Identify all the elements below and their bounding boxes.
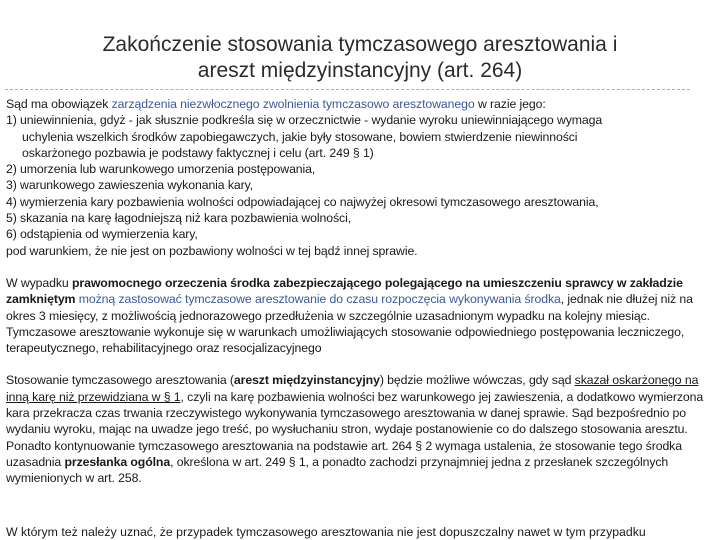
list-item: 3) warunkowego zawieszenia wykonania kary, (6, 178, 254, 193)
list-item: 4) wymierzenia kary pozbawienia wolności odpowiadającej co najwyżej okresowi tymczasowego aresztowania, (6, 194, 599, 209)
slide-title (20, 32, 700, 84)
cut-off-line (6, 525, 706, 540)
list-item-continuation: oskarżonego pozbawia je podstawy faktycznej i celu (art. 249 § 1) (22, 145, 374, 160)
slide-body (6, 96, 712, 487)
p3-text: Stosowanie tymczasowego aresztowania ( (6, 373, 234, 388)
list-item: 2) umorzenia lub warunkowego umorzenia postępowania, (6, 162, 316, 177)
list-item: 5) skazania na karę łagodniejszą niż kara pozbawienia wolności, (6, 211, 352, 226)
p2-text-end: , jednak nie dłużej niż na okres 3 miesięcy, z możliwością jednorazowego przedłużenia w szczególnie uzasadnionym wypadku na kolejny miesiąc. Tymczasowe aresztowanie wykonuje się w warunkach umożliwiających stosowanie odpowiedniego postępowania leczniczego, terapeutycznego, rehabilitacyjnego oraz resocjalizacyjnego (6, 292, 693, 356)
p2-bold: prawomocnego orzeczenia środka zabezpieczającego polegającego na umieszczeniu sprawcy w zakładzie zamkniętym (6, 275, 683, 307)
p3-text-end: , określona w art. 249 § 1, a ponadto zachodzi przynajmniej jedna z przesłanek szczególnych wymienionych w art. 258. (6, 454, 669, 486)
title-divider (5, 89, 690, 90)
intro-text: Sąd ma obowiązek (6, 97, 112, 111)
paragraph-intro (6, 96, 712, 112)
title-line-1: Zakończenie stosowania tymczasowego aresztowania i (102, 33, 618, 56)
p3-bold-term: areszt międzyinstancyjny (233, 373, 380, 388)
p3-underlined: skazał oskarżonego na inną karę niż przewidziana w § 1 (6, 373, 699, 404)
list-item-continuation: uchylenia wszelkich środków zapobiegawczych, jakie były stosowane, bowiem stwierdzenie niewinności (22, 129, 578, 144)
intro-text-end: w razie jego: (474, 97, 546, 111)
p2-text: W wypadku (6, 275, 72, 290)
paragraph-interinstance-detention (6, 372, 712, 486)
intro-highlight: zarządzenia niezwłocznego zwolnienia tymczasowo aresztowanego (111, 97, 475, 111)
cut-off-text: W którym też należy uznać, że przypadek tymczasowego aresztowania nie jest dopuszczalny nawet w tym przypadku (6, 525, 646, 539)
paragraph-security-measure (6, 275, 712, 356)
list-item: 1) uniewinnienia, gdyż - jak słusznie podkreśla się w orzecznictwie - wydanie wyroku uniewinniającego wymaga (6, 113, 603, 128)
title-line-2: areszt międzyinstancyjny (art. 264) (197, 59, 523, 82)
p3-text-3: , czyli na karę pozbawienia wolności bez warunkowego jej zawieszenia, a dodatkowo wymierzona kara przekracza czas trwania rzeczywistego wykonywania tymczasowego aresztowania w danej sprawie. Sąd bezpośrednio po wydaniu wyroku, mając na uwadze jego treść, po wysłuchaniu stron, wydaje postanowienie co do dalszego stosowania aresztu. Ponadto kontynuowanie tymczasowego aresztowania na podstawie art. 264 § 2 wymaga ustalenia, że stosowanie tego środka uzasadnia (6, 389, 704, 469)
p2-highlight: możną zastosować tymczasowe aresztowanie do czasu rozpoczęcia wykonywania środka (75, 292, 561, 307)
p3-bold-premise: przesłanka ogólna (64, 454, 171, 469)
list-item: 6) odstąpienia od wymierzenia kary, (6, 227, 198, 242)
list-condition: pod warunkiem, że nie jest on pozbawiony wolności w tej bądź innej sprawie. (6, 243, 418, 258)
p3-text-2: ) będzie możliwe wówczas, gdy sąd (379, 373, 575, 388)
